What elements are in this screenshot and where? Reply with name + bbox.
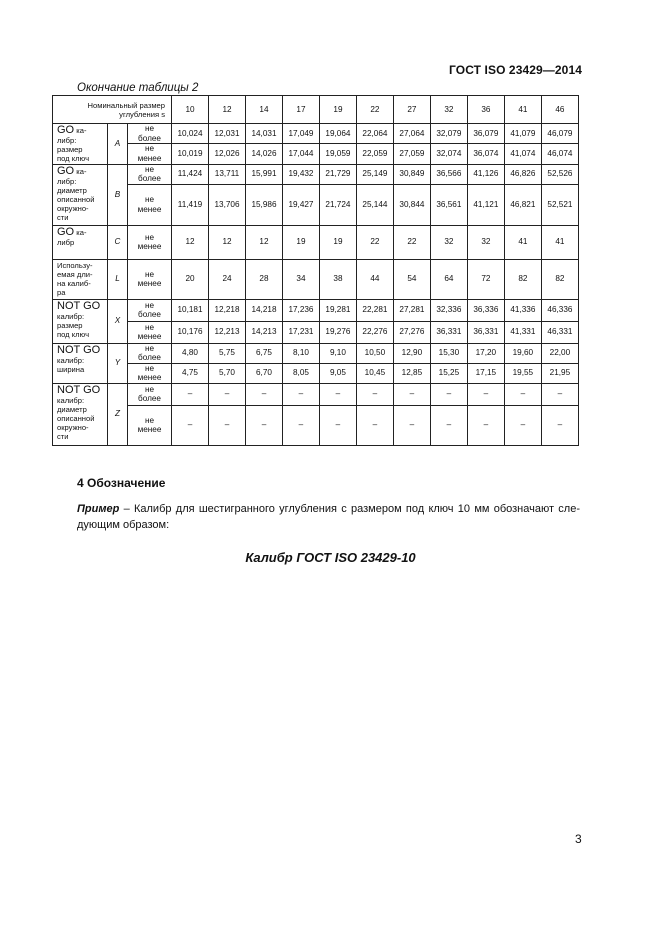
value-cell: 46,331	[541, 321, 578, 343]
value-cell: 36,566	[430, 164, 467, 184]
value-cell: –	[393, 405, 430, 445]
value-cell: –	[504, 405, 541, 445]
value-cell: 64	[430, 259, 467, 299]
value-cell: 12,026	[209, 144, 246, 164]
value-cell: –	[319, 405, 356, 445]
value-cell: 82	[504, 259, 541, 299]
value-cell: 12	[172, 225, 209, 259]
value-cell: 19,60	[504, 343, 541, 363]
value-cell: 36,331	[430, 321, 467, 343]
table-row	[53, 124, 579, 144]
table-row	[53, 383, 579, 405]
example-lead: Пример	[77, 503, 120, 515]
value-cell: 27,276	[393, 321, 430, 343]
value-cell: 12,90	[393, 343, 430, 363]
value-cell: 22,276	[356, 321, 393, 343]
value-cell: 22	[393, 225, 430, 259]
value-cell: 21,729	[319, 164, 356, 184]
value-cell: 14,218	[245, 299, 282, 321]
value-cell: –	[430, 383, 467, 405]
table-row	[53, 405, 579, 445]
gauge-description	[53, 225, 108, 259]
value-cell: –	[356, 405, 393, 445]
limit-label: не менее	[128, 259, 172, 299]
value-cell: 27,281	[393, 299, 430, 321]
value-cell: 20	[172, 259, 209, 299]
value-cell: 41,074	[504, 144, 541, 164]
value-cell: 32,079	[430, 124, 467, 144]
dimension-symbol: Z	[108, 383, 128, 445]
value-cell: –	[209, 383, 246, 405]
value-cell: –	[172, 405, 209, 445]
gauge-type: GO	[57, 124, 75, 136]
value-cell: –	[245, 383, 282, 405]
limit-label: не менее	[128, 225, 172, 259]
header-size-12: 12	[209, 96, 246, 124]
value-cell: 12	[245, 225, 282, 259]
value-cell: 32	[430, 225, 467, 259]
value-cell: 8,05	[282, 363, 319, 383]
value-cell: 17,15	[467, 363, 504, 383]
value-cell: –	[467, 405, 504, 445]
value-cell: 10,45	[356, 363, 393, 383]
value-cell: 8,10	[282, 343, 319, 363]
table-row	[53, 144, 579, 164]
gauge-label: калибр: диаметр описанной окружно- сти	[57, 395, 95, 442]
value-cell: –	[209, 405, 246, 445]
value-cell: 15,986	[245, 184, 282, 225]
value-cell: 13,706	[209, 184, 246, 225]
value-cell: 30,844	[393, 184, 430, 225]
value-cell: 32	[467, 225, 504, 259]
value-cell: –	[541, 405, 578, 445]
value-cell: 25,149	[356, 164, 393, 184]
value-cell: 19,55	[504, 363, 541, 383]
value-cell: 52,526	[541, 164, 578, 184]
gauge-type: NOT GO	[57, 383, 101, 396]
header-size-41: 41	[504, 96, 541, 124]
header-size-14: 14	[245, 96, 282, 124]
value-cell: 10,019	[172, 144, 209, 164]
header-size-19: 19	[319, 96, 356, 124]
value-cell: 12	[209, 225, 246, 259]
value-cell: 46,336	[541, 299, 578, 321]
table-row	[53, 321, 579, 343]
value-cell: –	[504, 383, 541, 405]
limit-label: не более	[128, 299, 172, 321]
gauge-label: калибр: ширина	[57, 355, 85, 374]
gauge-label: ка- либр: диаметр описанной окружно- сти	[57, 166, 95, 223]
value-cell: 41	[504, 225, 541, 259]
value-cell: 25,144	[356, 184, 393, 225]
value-cell: 22,064	[356, 124, 393, 144]
header-size-46: 46	[541, 96, 578, 124]
gauge-type: GO	[57, 164, 75, 177]
value-cell: 19,064	[319, 124, 356, 144]
value-cell: 19,432	[282, 164, 319, 184]
value-cell: 44	[356, 259, 393, 299]
value-cell: 19	[319, 225, 356, 259]
value-cell: 22,00	[541, 343, 578, 363]
table-row	[53, 184, 579, 225]
table-row	[53, 363, 579, 383]
value-cell: 46,074	[541, 144, 578, 164]
value-cell: 41,331	[504, 321, 541, 343]
page-number: 3	[575, 832, 582, 846]
header-nominal-size: Номинальный размер углубления s	[53, 96, 172, 124]
value-cell: 12,213	[209, 321, 246, 343]
value-cell: 41,079	[504, 124, 541, 144]
table-body	[53, 124, 579, 446]
gauge-description	[53, 164, 108, 225]
value-cell: 14,026	[245, 144, 282, 164]
limit-label: не более	[128, 383, 172, 405]
table-header-row	[53, 96, 579, 124]
value-cell: –	[245, 405, 282, 445]
value-cell: 82	[541, 259, 578, 299]
value-cell: –	[282, 383, 319, 405]
value-cell: 14,031	[245, 124, 282, 144]
value-cell: –	[541, 383, 578, 405]
value-cell: 41,121	[467, 184, 504, 225]
section-title: 4 Обозначение	[77, 476, 166, 490]
value-cell: 6,75	[245, 343, 282, 363]
limit-label: не менее	[128, 144, 172, 164]
value-cell: 17,044	[282, 144, 319, 164]
value-cell: –	[319, 383, 356, 405]
standard-header: ГОСТ ISO 23429—2014	[449, 63, 582, 77]
value-cell: 10,50	[356, 343, 393, 363]
value-cell: 10,024	[172, 124, 209, 144]
gauge-description	[53, 343, 108, 383]
value-cell: 10,181	[172, 299, 209, 321]
value-cell: 41,336	[504, 299, 541, 321]
value-cell: 21,724	[319, 184, 356, 225]
gauge-label: калибр: размер под ключ	[57, 311, 90, 340]
value-cell: –	[393, 383, 430, 405]
value-cell: 36,561	[430, 184, 467, 225]
value-cell: 22	[356, 225, 393, 259]
value-cell: –	[430, 405, 467, 445]
gauge-type: NOT GO	[57, 299, 101, 312]
table-row	[53, 299, 579, 321]
table-row	[53, 259, 579, 299]
dimension-symbol: C	[108, 225, 128, 259]
gauge-type: GO	[57, 225, 75, 238]
limit-label: не более	[128, 164, 172, 184]
gauge-type: NOT GO	[57, 343, 101, 356]
value-cell: –	[282, 405, 319, 445]
table-row	[53, 225, 579, 259]
value-cell: 46,821	[504, 184, 541, 225]
dimension-symbol: L	[108, 259, 128, 299]
value-cell: –	[172, 383, 209, 405]
value-cell: 19,281	[319, 299, 356, 321]
gauge-label: Использу- емая дли- на калиб- ра	[57, 260, 93, 298]
value-cell: 10,176	[172, 321, 209, 343]
value-cell: 5,75	[209, 343, 246, 363]
header-size-22: 22	[356, 96, 393, 124]
value-cell: 12,031	[209, 124, 246, 144]
value-cell: 15,30	[430, 343, 467, 363]
value-cell: 41	[541, 225, 578, 259]
value-cell: 46,826	[504, 164, 541, 184]
value-cell: 17,20	[467, 343, 504, 363]
limit-label: не менее	[128, 321, 172, 343]
value-cell: 6,70	[245, 363, 282, 383]
value-cell: –	[467, 383, 504, 405]
gauge-dimensions-table	[52, 95, 579, 446]
value-cell: 21,95	[541, 363, 578, 383]
value-cell: 34	[282, 259, 319, 299]
header-size-32: 32	[430, 96, 467, 124]
header-size-36: 36	[467, 96, 504, 124]
limit-label: не менее	[128, 184, 172, 225]
limit-label: не менее	[128, 363, 172, 383]
limit-label: не более	[128, 343, 172, 363]
value-cell: –	[356, 383, 393, 405]
value-cell: 5,70	[209, 363, 246, 383]
value-cell: 9,10	[319, 343, 356, 363]
value-cell: 4,75	[172, 363, 209, 383]
header-size-10: 10	[172, 96, 209, 124]
value-cell: 12,218	[209, 299, 246, 321]
value-cell: 17,231	[282, 321, 319, 343]
designation-example: Калибр ГОСТ ISO 23429-10	[245, 550, 416, 565]
value-cell: 36,074	[467, 144, 504, 164]
value-cell: 19,276	[319, 321, 356, 343]
value-cell: 15,25	[430, 363, 467, 383]
dimension-symbol: B	[108, 164, 128, 225]
value-cell: 19,427	[282, 184, 319, 225]
value-cell: 52,521	[541, 184, 578, 225]
limit-label: не менее	[128, 405, 172, 445]
gauge-description	[53, 299, 108, 343]
value-cell: 15,991	[245, 164, 282, 184]
header-size-27: 27	[393, 96, 430, 124]
example-paragraph	[77, 502, 580, 533]
value-cell: 30,849	[393, 164, 430, 184]
value-cell: 11,419	[172, 184, 209, 225]
table-caption: Окончание таблицы 2	[77, 82, 199, 94]
value-cell: 36,336	[467, 299, 504, 321]
table-row	[53, 164, 579, 184]
value-cell: 27,064	[393, 124, 430, 144]
gauge-description	[53, 124, 108, 165]
value-cell: 41,126	[467, 164, 504, 184]
dimension-symbol: A	[108, 124, 128, 165]
value-cell: 24	[209, 259, 246, 299]
value-cell: 36,079	[467, 124, 504, 144]
value-cell: 28	[245, 259, 282, 299]
value-cell: 12,85	[393, 363, 430, 383]
gauge-label: ка- либр	[57, 227, 87, 247]
value-cell: 38	[319, 259, 356, 299]
value-cell: 19,059	[319, 144, 356, 164]
gauge-description	[53, 383, 108, 445]
dimension-symbol: Y	[108, 343, 128, 383]
value-cell: 22,059	[356, 144, 393, 164]
dimension-symbol: X	[108, 299, 128, 343]
table-row	[53, 343, 579, 363]
value-cell: 19	[282, 225, 319, 259]
value-cell: 17,236	[282, 299, 319, 321]
value-cell: 72	[467, 259, 504, 299]
value-cell: 11,424	[172, 164, 209, 184]
value-cell: 4,80	[172, 343, 209, 363]
value-cell: 32,336	[430, 299, 467, 321]
value-cell: 46,079	[541, 124, 578, 144]
value-cell: 54	[393, 259, 430, 299]
value-cell: 13,711	[209, 164, 246, 184]
value-cell: 9,05	[319, 363, 356, 383]
limit-label: не более	[128, 124, 172, 144]
value-cell: 17,049	[282, 124, 319, 144]
value-cell: 22,281	[356, 299, 393, 321]
value-cell: 32,074	[430, 144, 467, 164]
gauge-label: ка- либр: размер под ключ	[57, 126, 90, 164]
header-size-17: 17	[282, 96, 319, 124]
example-text: – Калибр для шестигранного углубления с размером под ключ 10 мм обозначают сле-дующим образом:	[77, 503, 580, 531]
gauge-description	[53, 259, 108, 299]
value-cell: 14,213	[245, 321, 282, 343]
value-cell: 36,331	[467, 321, 504, 343]
value-cell: 27,059	[393, 144, 430, 164]
